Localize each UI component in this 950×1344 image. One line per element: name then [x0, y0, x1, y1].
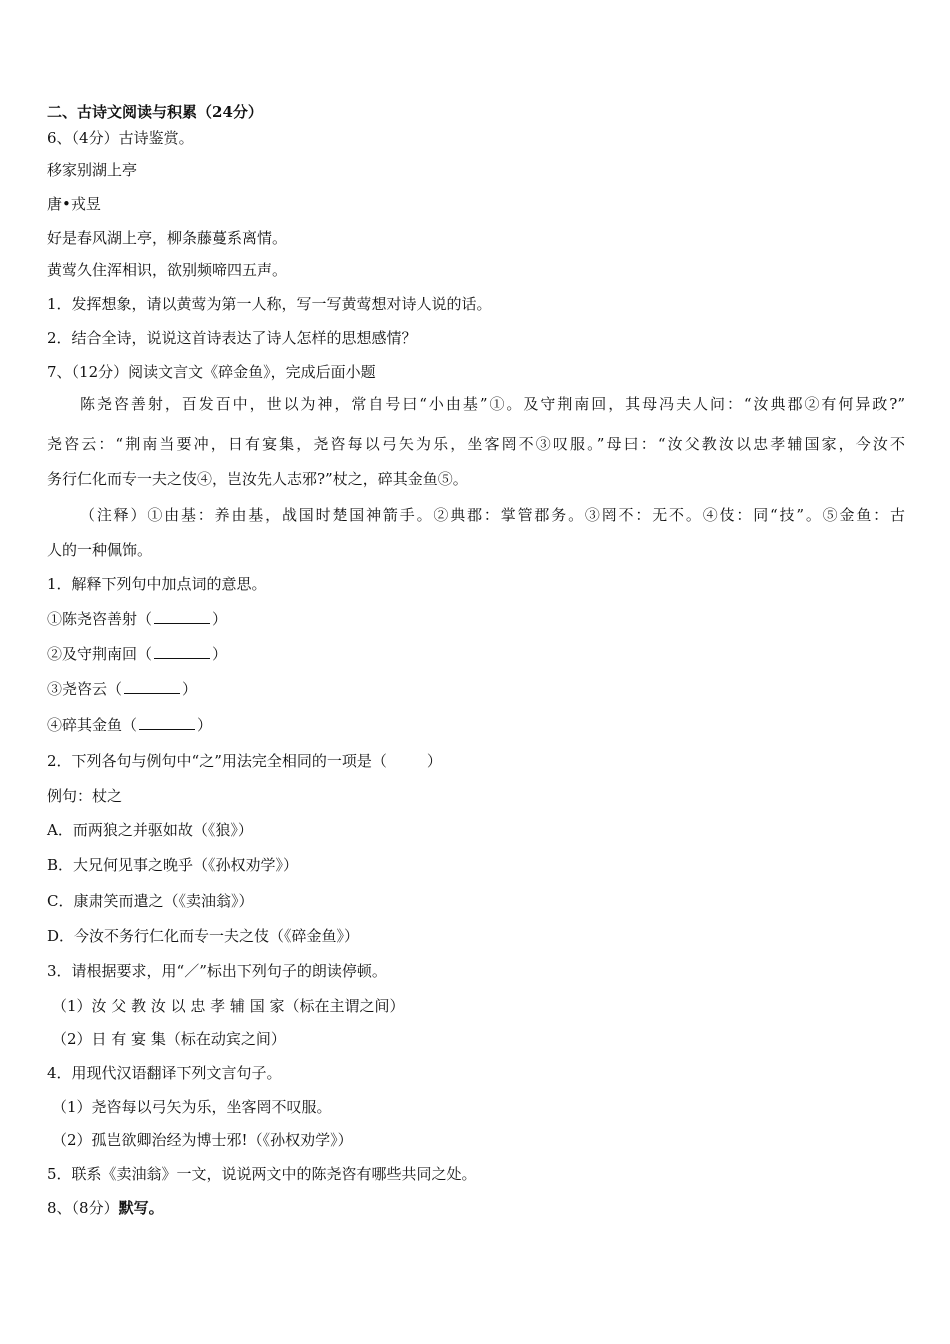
close-paren: ）: [426, 752, 442, 770]
q8-header: [47, 1198, 164, 1218]
answer-blank: [124, 679, 180, 694]
option-d: D．今汝不务行仁化而专一夫之伎（《碎金鱼》）: [47, 927, 360, 945]
item-text: ①陈尧咨善射（: [47, 610, 153, 628]
close-paren: ）: [212, 610, 228, 628]
answer-blank: [154, 609, 210, 624]
annotation-line-1: （注释）①由基：养由基，战国时楚国神箭手。②典郡：掌管郡务。③罔不：无不。④伎：同“技”。⑤金鱼：古: [80, 506, 905, 524]
fill-blank-item: [47, 715, 212, 735]
q6-subquestion-2: 2．结合全诗，说说这首诗表达了诗人怎样的思想感情？: [47, 329, 417, 347]
item-text: ④碎其金鱼（: [47, 716, 138, 734]
passage-line-3: 务行仁化而专一夫之伎④，岂汝先人志邪?”杖之，碎其金鱼⑤。: [47, 470, 468, 488]
poem-line-2: 黄莺久住浑相识，欲别频啼四五声。: [47, 261, 288, 279]
q7-subquestion-4: 4．用现代汉语翻译下列文言句子。: [47, 1064, 282, 1082]
q6-subquestion-1: 1．发挥想象，请以黄莺为第一人称，写一写黄莺想对诗人说的话。: [47, 295, 492, 313]
item-text: ③尧咨云（: [47, 680, 123, 698]
fill-blank-item: [47, 609, 227, 629]
fill-blank-item: [47, 644, 227, 664]
annotation-line-2: 人的一种佩饰。: [47, 541, 153, 559]
close-paren: ）: [182, 680, 198, 698]
q8-points: 8、（8分）: [47, 1199, 119, 1217]
answer-blank: [154, 644, 210, 659]
question-text: 2．下列各句与例句中“之”用法完全相同的一项是（: [47, 752, 387, 770]
option-c: C．康肃笑而遣之（《卖油翁》）: [47, 892, 254, 910]
option-a: A．而两狼之并驱如故（《狼》）: [47, 821, 253, 839]
item-text: ②及守荆南回（: [47, 645, 153, 663]
poem-line-1: 好是春风湖上亭，柳条藤蔓系离情。: [47, 229, 288, 247]
q6-header: 6、（4分）古诗鉴赏。: [47, 129, 194, 147]
translate-item-1: （1）尧咨每以弓矢为乐，坐客罔不叹服。: [52, 1098, 332, 1116]
translate-item-2: （2）孤岂欲卿治经为博士邪!（《孙权劝学》）: [52, 1131, 353, 1149]
q7-header: 7、（12分）阅读文言文《碎金鱼》，完成后面小题: [47, 363, 376, 381]
q7-subquestion-3: 3．请根据要求，用“／”标出下列句子的朗读停顿。: [47, 962, 387, 980]
option-b: B．大兄何见事之晚乎（《孙权劝学》）: [47, 856, 299, 874]
fill-blank-item: [47, 679, 197, 699]
poem-title: 移家别湖上亭: [47, 161, 138, 179]
answer-blank: [139, 715, 195, 730]
passage-line-1: 陈尧咨善射，百发百中，世以为神，常自号曰“小由基”①。及守荆南回，其母冯夫人问：“汝典郡②有何异政?”: [80, 395, 905, 413]
pause-item-1: （1）汝 父 教 汝 以 忠 孝 辅 国 家（标在主谓之间）: [52, 997, 405, 1015]
q7-subquestion-2: [47, 751, 442, 771]
q8-title: 默写。: [118, 1199, 164, 1217]
passage-line-2: 尧咨云：“荆南当要冲，日有宴集，尧咨每以弓矢为乐，坐客罔不③叹服。”母曰：“汝父教汝以忠孝辅国家，今汝不: [47, 435, 905, 453]
section-title: 二、古诗文阅读与积累（24分）: [47, 103, 263, 121]
close-paren: ）: [197, 716, 213, 734]
close-paren: ）: [212, 645, 228, 663]
q7-subquestion-1: 1．解释下列句中加点词的意思。: [47, 575, 267, 593]
pause-item-2: （2）日 有 宴 集（标在动宾之间）: [52, 1030, 286, 1048]
example-sentence: 例句：杖之: [47, 787, 123, 805]
q7-subquestion-5: 5．联系《卖油翁》一文，说说两文中的陈尧咨有哪些共同之处。: [47, 1165, 477, 1183]
poem-author: 唐•戎昱: [47, 195, 101, 213]
